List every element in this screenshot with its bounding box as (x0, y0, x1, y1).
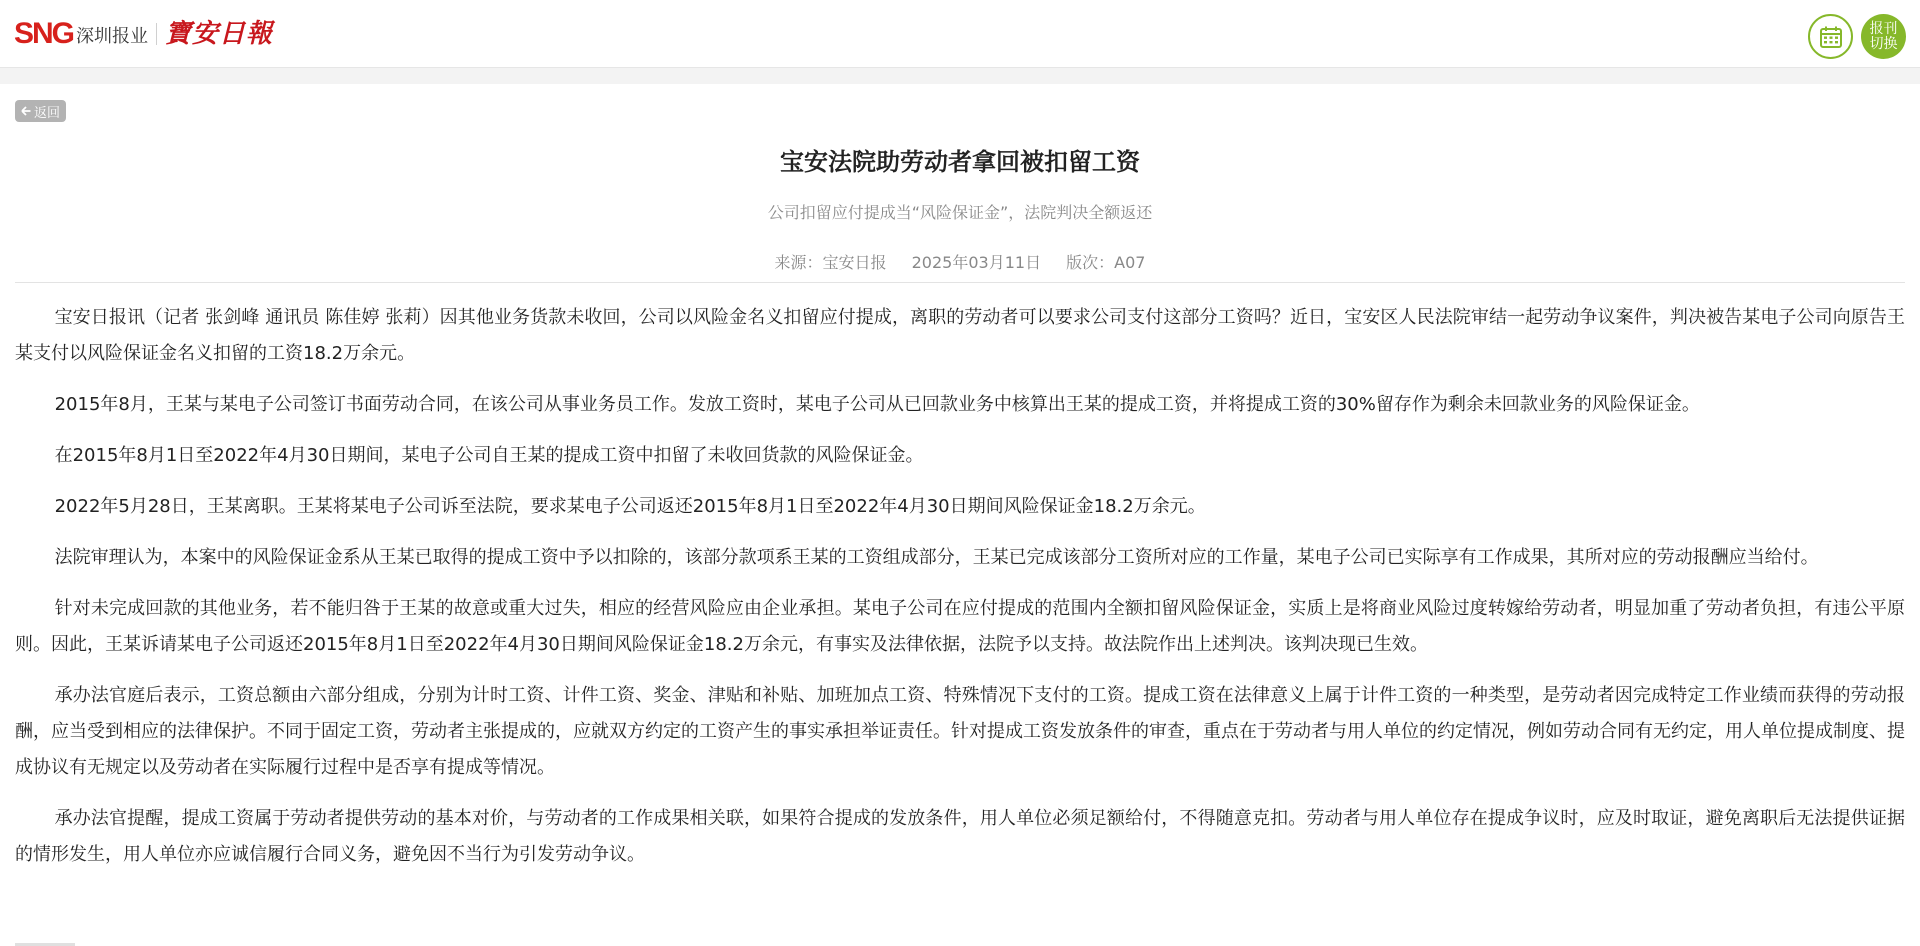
paragraph: 承办法官庭后表示，工资总额由六部分组成，分别为计时工资、计件工资、奖金、津贴和补贴、加班加点工资、特殊情况下支付的工资。提成工资在法律意义上属于计件工资的一种类型，是劳动者因完成特定工作业绩而获得的劳动报酬，应当受到相应的法律保护。不同于固定工资，劳动者主张提成的，应就双方约定的工资产生的事实承担举证责任。针对提成工资发放条件的审查，重点在于劳动者与用人单位的约定情况，例如劳动合同有无约定，用人单位提成制度、提成协议有无规定以及劳动者在实际履行过程中是否享有提成等情况。 (15, 685, 1905, 778)
back-label: 返回 (34, 105, 61, 121)
paragraph: 宝安日报讯（记者 张剑峰 通讯员 陈佳婷 张莉）因其他业务货款未收回，公司以风险金名义扣留应付提成，离职的劳动者可以要求公司支付这部分工资吗？近日，宝安区人民法院审结一起劳动争议案件，判决被告某电子公司向原告王某支付以风险保证金名义扣留的工资18.2万余元。 (15, 307, 1905, 364)
logo-divider (156, 23, 157, 45)
switch-label-line2: 切换 (1869, 35, 1898, 52)
calendar-button[interactable] (1808, 14, 1853, 59)
article-body (15, 300, 1905, 888)
article-meta (0, 250, 1920, 273)
top-bar (0, 0, 1920, 68)
calendar-icon (1819, 25, 1843, 49)
paragraph: 承办法官提醒，提成工资属于劳动者提供劳动的基本对价，与劳动者的工作成果相关联，如果符合提成的发放条件，用人单位必须足额给付，不得随意克扣。劳动者与用人单位存在提成争议时，应及时取证，避免离职后无法提供证据的情形发生，用人单位亦应诚信履行合同义务，避免因不当行为引发劳动争议。 (15, 808, 1905, 865)
article-date: 2025年03月11日 (911, 253, 1042, 272)
back-button[interactable] (15, 100, 66, 122)
switch-paper-button[interactable] (1861, 14, 1906, 59)
arrow-left-icon (21, 106, 31, 116)
article-subtitle: 公司扣留应付提成当“风险保证金”，法院判决全额返还 (767, 203, 1153, 222)
article-edition: 版次：A07 (1066, 253, 1146, 272)
switch-label-line1: 报刊 (1869, 20, 1898, 37)
paragraph: 法院审理认为，本案中的风险保证金系从王某已取得的提成工资中予以扣除的，该部分款项系王某的工资组成部分，王某已完成该部分工资所对应的工作量，某电子公司已实际享有工作成果，其所对应的劳动报酬应当给付。 (54, 547, 1819, 568)
article-title: 宝安法院助劳动者拿回被扣留工资 (780, 148, 1140, 176)
paragraph: 针对未完成回款的其他业务，若不能归咎于王某的故意或重大过失，相应的经营风险应由企业承担。某电子公司在应付提成的范围内全额扣留风险保证金，实质上是将商业风险过度转嫁给劳动者，明显加重了劳动者负担，有违公平原则。因此，王某诉请某电子公司返还2015年8月1日至2022年4月30日期间风险保证金18.2万余元，有事实及法律依据，法院予以支持。故法院作出上述判决。该判决现已生效。 (15, 598, 1905, 655)
article-container (0, 84, 1920, 946)
paragraph: 在2015年8月1日至2022年4月30日期间，某电子公司自王某的提成工资中扣留了未收回货款的风险保证金。 (54, 445, 924, 466)
divider (15, 282, 1905, 283)
logo-group-name: 深圳报业 (76, 26, 149, 47)
paragraph: 2015年8月，王某与某电子公司签订书面劳动合同，在该公司从事业务员工作。发放工资时，某电子公司从已回款业务中核算出王某的提成工资，并将提成工资的30%留存作为剩余未回款业务的风险保证金。 (54, 394, 1700, 415)
site-logo[interactable] (14, 16, 273, 52)
article-source: 来源：宝安日报 (774, 253, 887, 272)
top-icons (1808, 14, 1906, 59)
logo-newspaper-name: 寶安日報 (165, 19, 274, 49)
logo-sng: SNG (14, 17, 74, 50)
paragraph: 2022年5月28日，王某离职。王某将某电子公司诉至法院，要求某电子公司返还2015年8月1日至2022年4月30日期间风险保证金18.2万余元。 (54, 496, 1206, 517)
